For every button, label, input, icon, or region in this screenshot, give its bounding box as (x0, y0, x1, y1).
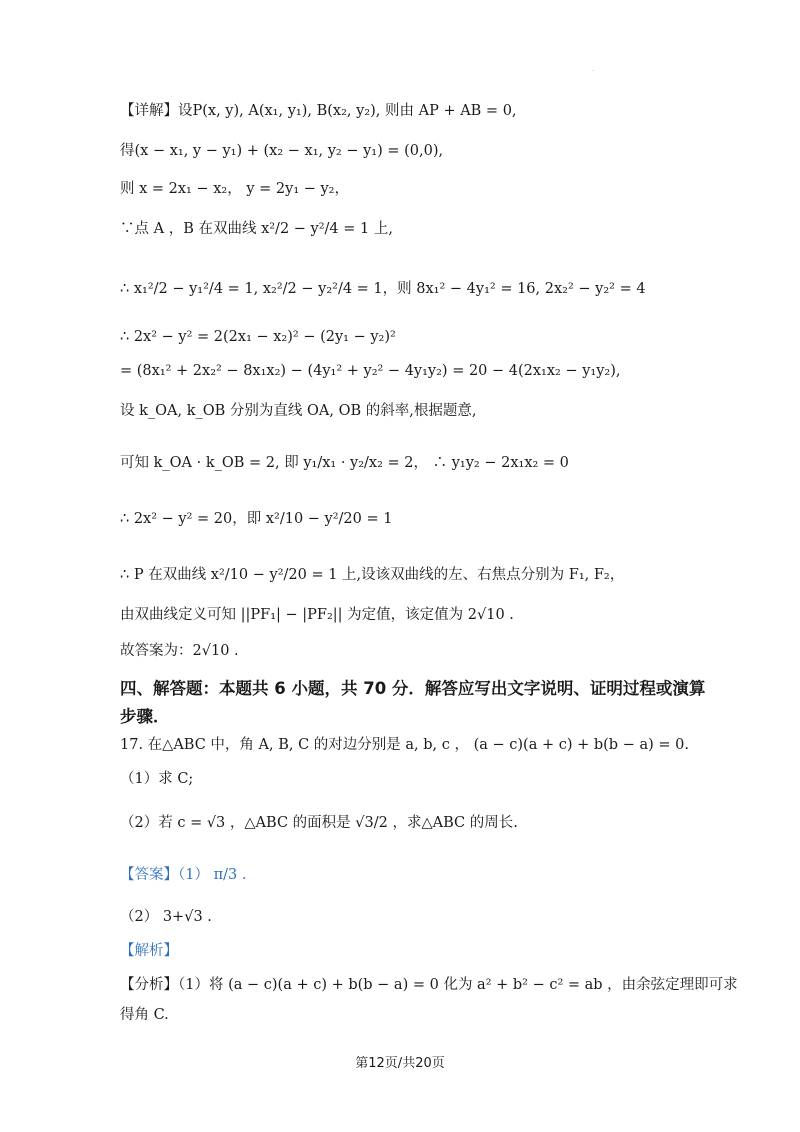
analysis-tag-line (120, 940, 178, 962)
line-expand-1: ∴ 2x² − y² = 2(2x₁ − x₂)² − (2y₁ − y₂)² (120, 329, 396, 345)
corner-mark: · (592, 68, 594, 75)
line-slope-def: 设 k_OA, k_OB 分别为直线 OA, OB 的斜率,根据题意, (120, 403, 477, 419)
line-p-on-hyperbola: ∴ P 在双曲线 x²/10 − y²/20 = 1 上,设该双曲线的左、右焦点分别为 F₁, F₂， (120, 567, 625, 583)
answer-part2: （2） 3+√3 . (120, 909, 212, 925)
line-expand-2: = (8x₁² + 2x₂² − 8x₁x₂) − (4y₁² + y₂² − 4y₁y₂) = 20 − 4(2x₁x₂ − y₁y₂), (120, 363, 621, 379)
line-result-eq: ∴ 2x² − y² = 20，即 x²/10 − y²/20 = 1 (120, 511, 393, 527)
line-xy-relation: 则 x = 2x₁ − x₂， y = 2y₁ − y₂， (120, 181, 349, 197)
line-definition: 由双曲线定义可知 ||PF₁| − |PF₂|| 为定值，该定值为 2√10 . (120, 607, 514, 623)
problem-17: 17. 在△ABC 中，角 A, B, C 的对边分别是 a, b, c ， (a − c)(a + c) + b(b − a) = 0. (120, 737, 689, 753)
section-heading-cont: 步骤． (120, 707, 170, 726)
analysis-tag: 【解析】 (120, 943, 178, 959)
line-hyperbola-equations: ∴ x₁²/2 − y₁²/4 = 1, x₂²/2 − y₂²/4 = 1，则 8x₁² − 4y₁² = 16, 2x₂² − y₂² = 4 (120, 281, 646, 297)
problem-17-part2: （2）若 c = √3 ，△ABC 的面积是 √3/2 ，求△ABC 的周长. (120, 815, 518, 831)
problem-17-part1: （1）求 C; (120, 771, 194, 787)
line-answer: 故答案为：2√10 . (120, 643, 239, 659)
answer-part1 (120, 864, 246, 886)
analysis-text-cont: 得角 C. (120, 1007, 169, 1023)
line-slope-product: 可知 k_OA · k_OB = 2, 即 y₁/x₁ · y₂/x₂ = 2， ∴ y₁y₂ − 2x₁x₂ = 0 (120, 455, 569, 471)
line-points-on-hyperbola: ∵点 A ，B 在双曲线 x²/2 − y²/4 = 1 上, (120, 221, 393, 237)
line-detail: 【详解】设P(x, y), A(x₁, y₁), B(x₂, y₂), 则由 AP + AB = 0, (120, 103, 517, 119)
line-vector-eq: 得(x − x₁, y − y₁) + (x₂ − x₁, y₂ − y₁) = (0,0), (120, 143, 444, 159)
analysis-text: 【分析】（1）将 (a − c)(a + c) + b(b − a) = 0 化为 a² + b² − c² = ab ，由余弦定理即可求 (120, 977, 738, 993)
page-footer: 第12页/共20页 (355, 1056, 445, 1071)
answer-tag: 【答案】（1） π/3 . (120, 867, 247, 883)
section-heading: 四、解答题：本题共 6 小题，共 70 分．解答应写出文字说明、证明过程或演算 (120, 679, 706, 698)
